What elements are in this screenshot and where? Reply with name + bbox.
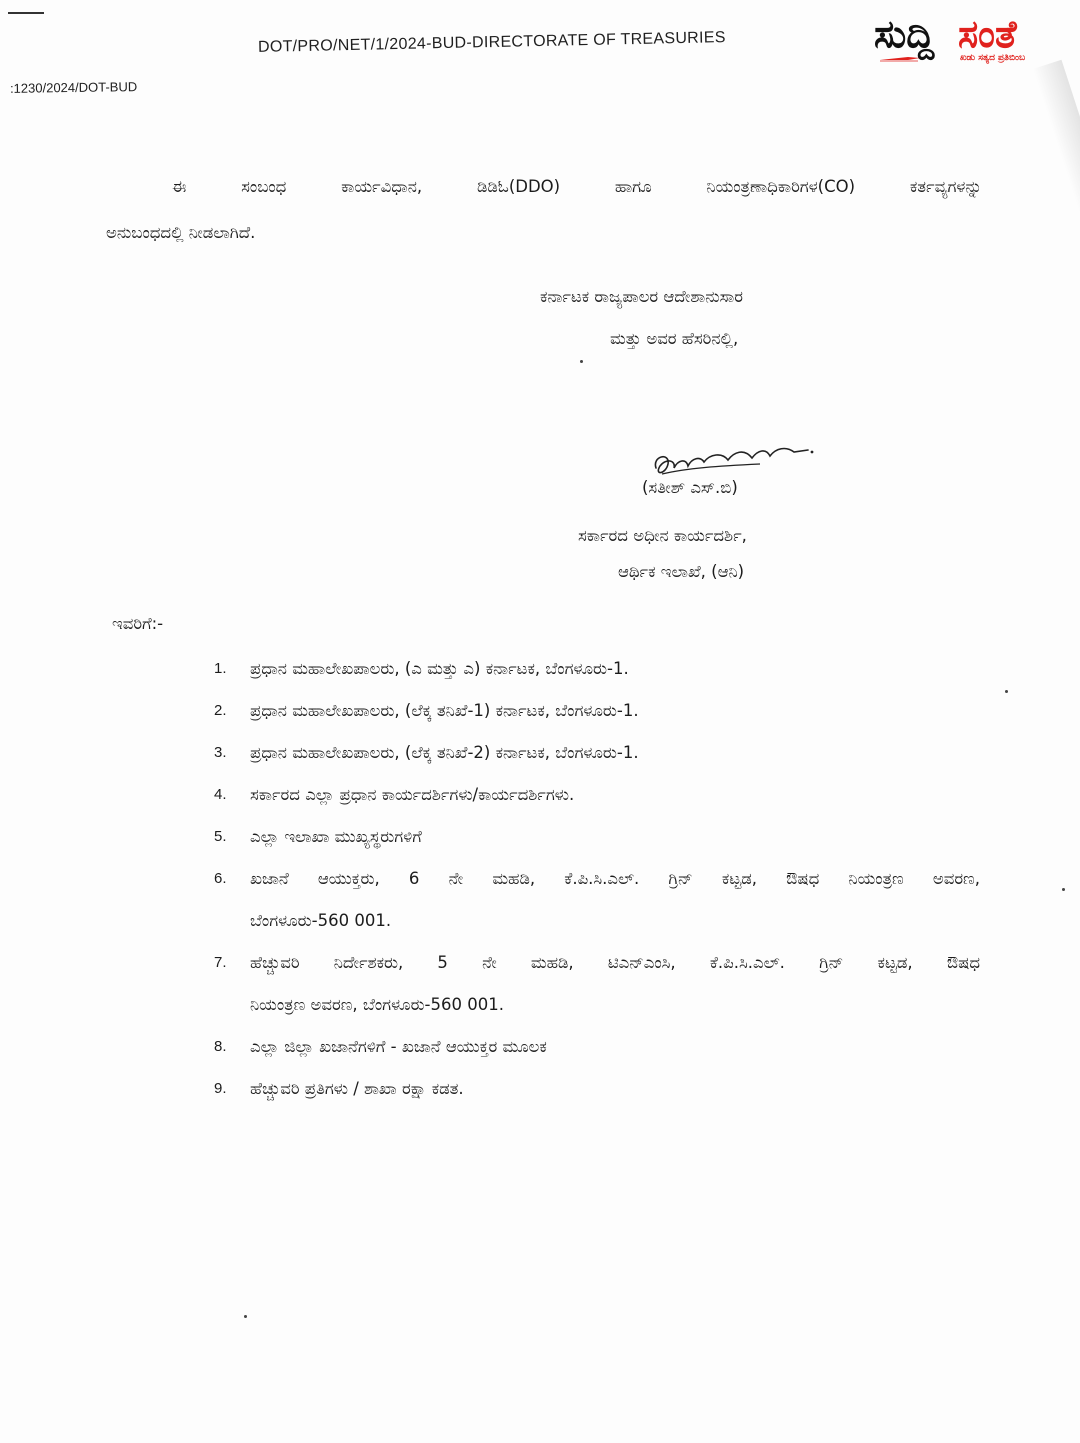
item-text: ಪ್ರಧಾನ ಮಹಾಲೇಖಪಾಲರು, (ಲೆಕ್ಕ ತನಿಖೆ-2) ಕರ್ನಾಟಕ, ಬೆಂಗಳೂರು-1. xyxy=(250,743,639,762)
item-number: 8. xyxy=(214,1038,227,1055)
item-text: ಹೆಚ್ಚುವರಿ ನಿರ್ದೇಶಕರು, 5 ನೇ ಮಹಡಿ, ಟಿಎನ್ಎಂಸಿ, ಕೆ.ಪಿ.ಸಿ.ಎಲ್. ಗ್ರಿನ್ ಕಟ್ಟಡ, ಔಷಧ xyxy=(250,953,980,972)
scan-speck xyxy=(580,360,583,363)
top-dash-mark xyxy=(8,12,44,14)
item-text: ಹೆಚ್ಚುವರಿ ಪ್ರತಿಗಳು / ಶಾಖಾ ರಕ್ಷಾ ಕಡತ. xyxy=(250,1079,464,1098)
order-line-1: ಕರ್ನಾಟಕ ರಾಜ್ಯಪಾಲರ ಆದೇಶಾನುಸಾರ xyxy=(540,287,743,306)
body-paragraph xyxy=(106,164,982,256)
reference-code: DOT/PRO/NET/1/2024-BUD-DIRECTORATE OF TREASURIES xyxy=(257,29,726,56)
recipients-label: ಇವರಿಗೆ:- xyxy=(112,614,164,633)
list-item xyxy=(210,942,980,1026)
item-number: 4. xyxy=(214,786,227,803)
signatory-name: (ಸತೀಶ್ ಎಸ್.ಬಿ) xyxy=(642,478,738,497)
item-text: ಖಜಾನೆ ಆಯುಕ್ತರು, 6 ನೇ ಮಹಡಿ, ಕೆ.ಪಿ.ಸಿ.ಎಲ್. ಗ್ರಿನ್ ಕಟ್ಟಡ, ಔಷಧ ನಿಯಂತ್ರಣ ಅವರಣ, xyxy=(250,869,980,888)
item-number: 9. xyxy=(214,1080,227,1097)
paragraph-line-1: ಈ ಸಂಬಂಧ ಕಾರ್ಯವಿಧಾನ, ಡಿಡಿಓ(DDO) ಹಾಗೂ ನಿಯಂತ್ರಣಾಧಿಕಾರಿಗಳ(CO) ಕರ್ತವ್ಯಗಳನ್ನು xyxy=(172,177,982,196)
logo-tagline: ಖಡು ಸತ್ಯದ ಪ್ರತಿಬಿಂಬ xyxy=(960,53,1026,63)
list-item xyxy=(210,774,980,816)
logo-word-sante: ಸಂತೆ xyxy=(958,12,1017,56)
file-number: :1230/2024/DOT-BUD xyxy=(9,79,138,96)
pen-icon xyxy=(878,56,922,62)
item-text: ಪ್ರಧಾನ ಮಹಾಲೇಖಪಾಲರು, (ಲೆಕ್ಕ ತನಿಖೆ-1) ಕರ್ನಾಟಕ, ಬೆಂಗಳೂರು-1. xyxy=(250,701,639,720)
page-edge-shadow xyxy=(1033,60,1080,240)
scan-speck xyxy=(244,1315,247,1318)
list-item xyxy=(210,1026,980,1068)
list-item xyxy=(210,858,980,942)
brand-logo xyxy=(874,10,1074,72)
item-number: 1. xyxy=(214,660,227,677)
item-text-continued: ನಿಯಂತ್ರಣ ಅವರಣ, ಬೆಂಗಳೂರು-560 001. xyxy=(250,995,504,1014)
logo-word-suddi: ಸುದ್ದಿ xyxy=(874,12,935,56)
list-item xyxy=(210,816,980,858)
item-text: ಎಲ್ಲಾ ಜಿಲ್ಲಾ ಖಜಾನೆಗಳಿಗೆ - ಖಜಾನೆ ಆಯುಕ್ತರ ಮೂಲಕ xyxy=(250,1037,547,1056)
item-text-continued: ಬೆಂಗಳೂರು-560 001. xyxy=(250,911,392,930)
order-line-2: ಮತ್ತು ಅವರ ಹೆಸರಿನಲ್ಲಿ, xyxy=(610,329,739,348)
list-item xyxy=(210,732,980,774)
item-number: 3. xyxy=(214,744,227,761)
list-item xyxy=(210,1068,980,1110)
item-text: ಪ್ರಧಾನ ಮಹಾಲೇಖಪಾಲರು, (ಎ ಮತ್ತು ಎ) ಕರ್ನಾಟಕ, ಬೆಂಗಳೂರು-1. xyxy=(250,659,629,678)
governor-order xyxy=(540,276,743,360)
paragraph-line-2: ಅನುಬಂಧದಲ್ಲಿ ನೀಡಲಾಗಿದೆ. xyxy=(106,223,256,242)
list-item xyxy=(210,690,980,732)
item-number: 2. xyxy=(214,702,227,719)
item-number: 6. xyxy=(214,870,227,887)
signatory-designation: ಸರ್ಕಾರದ ಅಧೀನ ಕಾರ್ಯದರ್ಶಿ, xyxy=(578,526,747,545)
recipients-list xyxy=(210,648,980,1110)
scan-speck xyxy=(1062,888,1065,891)
item-number: 7. xyxy=(214,954,227,971)
scan-speck xyxy=(1005,690,1008,693)
signatory-department: ಆರ್ಥಿಕ ಇಲಾಖೆ, (ಆನಿ) xyxy=(618,562,745,581)
item-text: ಎಲ್ಲಾ ಇಲಾಖಾ ಮುಖ್ಯಸ್ಥರುಗಳಿಗೆ xyxy=(250,827,422,846)
item-number: 5. xyxy=(214,828,227,845)
item-text: ಸರ್ಕಾರದ ಎಲ್ಲಾ ಪ್ರಧಾನ ಕಾರ್ಯದರ್ಶಿಗಳು/ಕಾರ್ಯದರ್ಶಿಗಳು. xyxy=(250,785,575,804)
list-item xyxy=(210,648,980,690)
